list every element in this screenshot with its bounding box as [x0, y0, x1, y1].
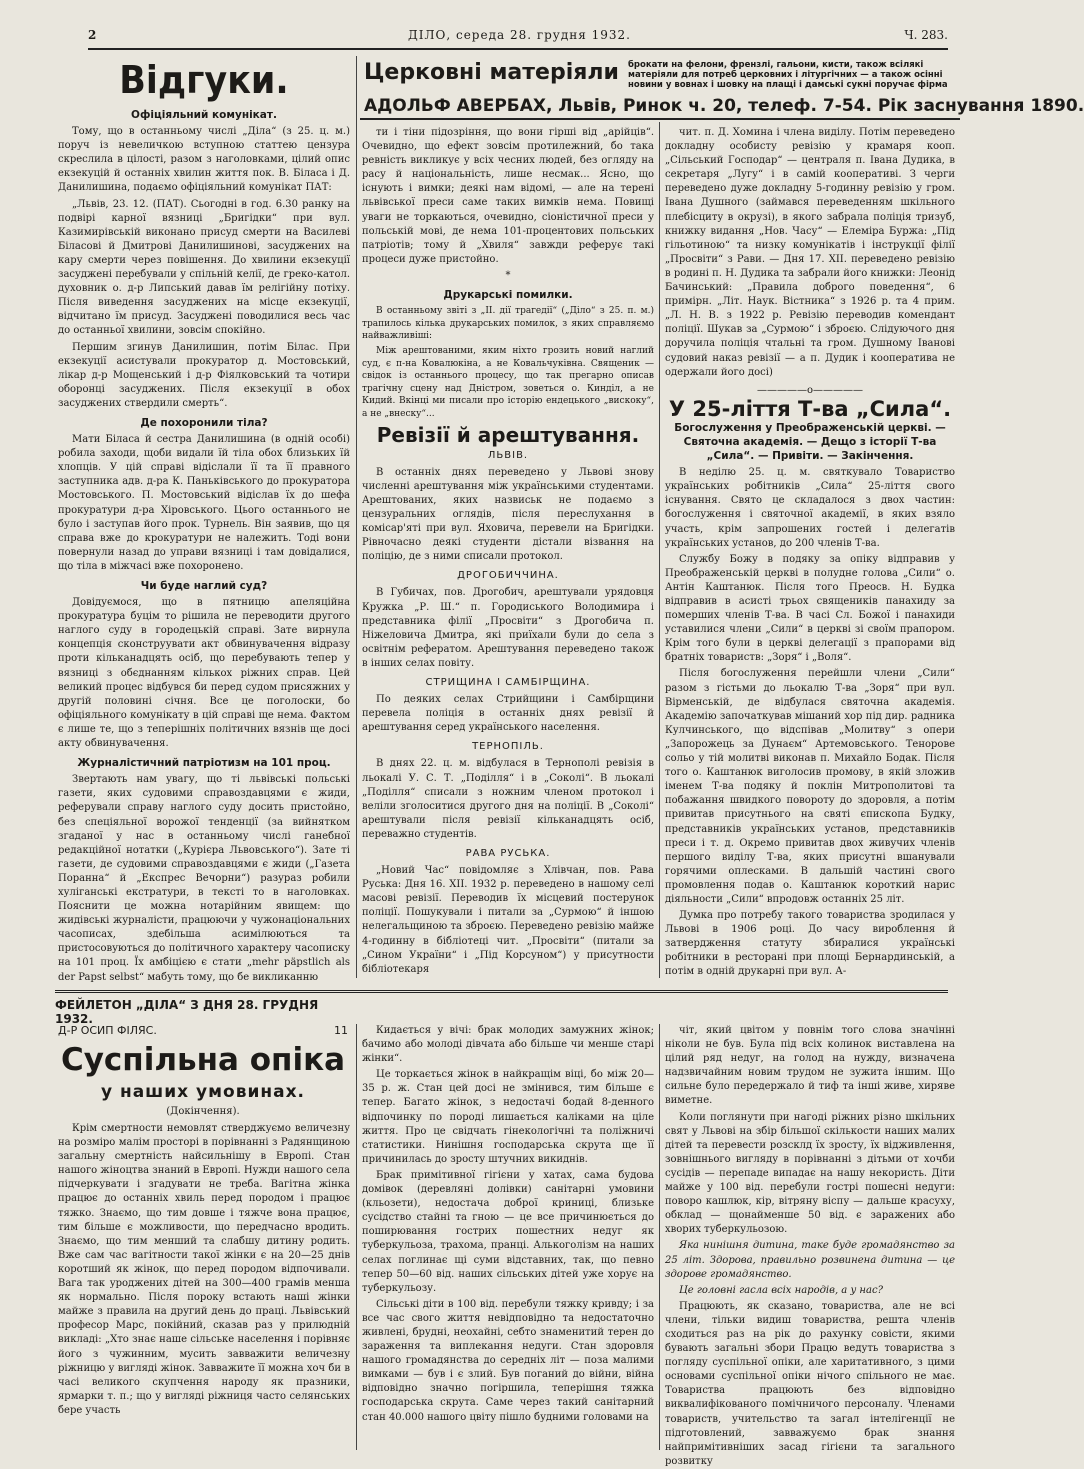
page-header	[88, 28, 948, 48]
subheading: Чи буде наглий суд?	[140, 580, 268, 592]
feuilleton-author-line	[58, 1024, 348, 1037]
ad-firm: АДОЛЬФ АВЕРБАХ, Львів, Ринок ч. 20, телеф. 7-54. Рік заснування 1890.	[364, 96, 1084, 116]
paragraph: Брак примітивної гігієни у хатах, сама будова домівок (деревляні долівки) санітарні умовини (кльозети), недостача доброї криниці, близьке сусідство стайні та гною — це все причинюється до поширювання гострих пошестних недуг як туберкульоза, трахома, пранці. Алькоголізм на наших селах поглинає щі суми відставних, так, що певно тепер 50—60 від. наших сільських дітей уже хорує на туберкульозу.	[362, 1169, 654, 1294]
paragraph: чит. п. Д. Хомина і члена виділу. Потім переведено докладну особисту ревізію у крамаря кооп. „Сільський Господар“ — централя п. Івана Дудика, в секретаря „Лугу“ і в самій кооперативі. З черги переведено дуже докладну 5-годинну ревізію у гром. Івана Душного (займався переведенням шкільного плебісциту в окрузі), в якого забрала поліція тризуб, книжку видання „Нов. Часу“ — Елеміра Буржа: „Під гільотиною“ та низку комунікатів і інструкції філії „Просвіти“ з Рави. — Дня 17. XII. переведено ревізію в родині п. Н. Дудика та забрали його книжки: Леонід Бачинський: „Правила доброго поведення“, 6 примірн. „Літ. Наук. Вістника“ з 1926 р. та 4 прим. „Л. Н. В. з 1922 р. Ревізію переводив комендант поліції. Шукав за „Сурмою“ і зброєю. Слідуючого дня доручила поліція чтальні та гром. Душному Іванові судовий наказ ревізії — а п. Дудик і кооператива не одержали його досі)	[665, 127, 955, 378]
paragraph: чіт, який цвітом у повнім того слова значінні ніколи не був. Була під всіх колинок виставлена на цілий ряд недуг, на голод на нужду, визначена надзвичайним новим трудом не зужита іншим. Що сильне було передержало й тиф та інші живе, хиряве виметне.	[665, 1025, 955, 1107]
divider: —————o—————	[756, 384, 864, 396]
feuilleton-rule	[55, 990, 948, 993]
column-rule	[356, 56, 357, 978]
subheading: Де похоронили тіла?	[140, 416, 268, 429]
author-name: Д-Р ОСИП ФІЛЯС.	[58, 1024, 157, 1037]
paragraph: Мати Біласа й сестра Данилишина (в одній особі) робила заходи, щоби видали їй тіла обох близьких їй хлопців. У цій справі відіслали її та її правного заступника адв. д-ра К. Паньківського до прокуратора Мостовського. П. Мостовський відіслав їх до шефа прокуратури д-ра Хіровського. Цього останнього не було і заступав його прок. Турнель. Він заявив, що ця справа вже до крокуратури не належить. Тоді вони повернули назад до управи вязниці і там довідалися, що тіла в міжчасі вже похоронено.	[58, 434, 350, 572]
column-sila	[665, 126, 955, 978]
church-materials-ad	[360, 56, 1084, 120]
column-revisions	[362, 126, 654, 978]
paragraph: ти і тіни підозріння, що вони гірші від „арійців“. Очевидно, що ефект зовсім протилежний, бо така ревність викликує у всіх чесних людей, без огляду на расу й національність, лише несмак... Ясно, що існують і вимки; деякі нам відомі, — але на терені львівської преси саме таких вимків нема. Повищі уваги не торкаються, очевидно, сіоністичної преси у польській мові, де нема 101-процентових польських патріотів; тому й „Хвиля“ завжди реферує такі процеси дуже пристойно.	[362, 127, 654, 265]
subheading: Офіціяльний комунікат.	[131, 109, 277, 121]
subheading: Друкарські помилки.	[443, 289, 573, 302]
installment-number: 11	[334, 1024, 348, 1037]
column-rule	[659, 1024, 660, 1450]
subheading: Журналістичний патріотизм на 101 проц.	[77, 757, 331, 770]
column-rule	[356, 1024, 357, 1450]
paragraph: Тому, що в останньому числі „Діла“ (з 25. ц. м.) поруч із невеличкою вступною статтею цензура скреслила в цілості, разом з наголовками, цілий опис екзекуцій й останніх хвилин життя пок. В. Біласа і Д. Данилишина, подаємо офіціяльний комунікат ПАТ:	[58, 126, 350, 194]
paragraph: Між арештованими, яким ніхто грозить новий наглий суд, є п-на Ковалюкіна, а не Ковальчуківна. Священик — свідок із останнього процесу, що так прегарно описав трагічну сцену над Дністром, зоветься о. Кинділ, а не Кидий. Вкінці ми писали про історію ендецького „виcкоку“, а не „внеску“...	[362, 345, 654, 419]
paragraph: Кидається у вічі: брак молодих замужних жінок; бачимо або молоді дівчата або більше чи менше старі жінки“.	[362, 1025, 654, 1065]
paragraph: В останньому звіті з „ІІ. дії трагедії“ („Діло“ з 25. п. м.) трапилось кілька друкарських помилок, з яких справляємо найважливіші:	[362, 306, 654, 342]
paragraph: В неділю 25. ц. м. святкувало Товариство українських робітників „Сила“ 25-ліття свого існування. Свято це складалося з двох частин: богослуження і святочної академії, в яких взяло участь, крім запрошених гостей і делегатів українських установ, до 200 членів Т-ва.	[665, 467, 955, 549]
paragraph: „Львів, 23. 12. (ПАТ). Сьогодні в год. 6.30 ранку на подвірі карної вязниці „Бригідки“ при вул. Казимирівській виконано присуд смерти на Василеві Біласові й Дмитрові Данилишинові, засуджених на кару смерти через повішення. До хвилини екзекуції засуджені перебували у спільній келії, де греко-катол. духовник о. д-р Липський давав їм релігійну потіху. Після виведення засуджених на місце екзекуції, відчитано їм присуд. Засуджені поводилися весь час до останньої хвилини, зовсім спокійно.	[58, 198, 350, 337]
paragraph: Першим згинув Данилишин, потім Білас. При екзекуції асистували прокуратор д. Мостовський, лікар д-р Мощенський і д-р Фіялковський та чотири оборонці засуджених. Після екзекуції в обох засуджених ствердили смерть“.	[58, 341, 350, 409]
ad-description: брокати на фелони, френзлі, гальони, кисти, також всілякі матеріяли для потреб церковних і літургічних — а також осінні новини у вовнах і шовку на плащі і дамські сукні поручає фірма	[628, 60, 948, 90]
paragraph: Коли поглянути при нагоді ріжних різно шкільних свят у Львові на збір більшої скількости наших малих дітей та перевести розсклд їх зросту, їх відживлення, зовнішнього вигляду в порівнанні з дітьми от хочби сусідів — перепаде випадає на нашу некористь. Діти майже у 100 від. перебули гострі пошесні недуги: поворо кашлюк, кір, вітряну віспу — дальше красуху, обклад — щонайменше 50 від. є заражених або хворих туберкульозою.	[665, 1111, 955, 1236]
sila-title: У 25-ліття Т-ва „Сила“.	[668, 396, 952, 421]
paragraph: „Новий Час“ повідомляє з Хлівчан, пов. Рава Руська: Дня 16. XII. 1932 р. переведено в нашому селі масові ревізії. Переводив їх місцевий постерунок поліції. Пошукували і питали за „Сурмою“ й іншою нелегальщиною та зброєю. Переведено ревізію майже 4-годинну в бібліотеці чит. „Просвіти“ (питали за „Сином України“ і „Під Корсуном“) у присутности бібліотекаря	[362, 865, 654, 975]
subheading: Богослуження у Преображенській церкві. — Святочна академія. — Дещо з історії Т-ва „Сила“. — Привіти. — Закінчення.	[674, 421, 946, 463]
location-heading: СТРИЩИНА І САМБІРЩИНА.	[425, 676, 591, 688]
paragraph: Це торкається жінок в найкращім віці, бо між 20—35 р. ж. Стан цей досі не змінився, тим більше є тепер. Багато жінок, з недостачі бодай 8-денного відпочинку по породі лишається каліками на ціле життя. Про це свідчать гінекологічні та поліжничі статистики. Нинішня господарська скрута ще її причинилась до зросту штучних викиднів.	[362, 1069, 654, 1165]
paragraph: Крім смертности немовлят стверджуємо величезну на розміро малім просторі в порівнанні з Радянщиною загальну смертність найсильнішу в Европі. Стан нашого жіноцтва знаний в Европі. Нужди нашого села підчеркувати і згадувати не треба. Вагітна жінка працює до останніх хвиль перед породом і працює тяжко. Знаємо, що тим довше і тяжче вона працює, тим більше є можливости, що передчасно вродить. Знаємо, що тим менший та слабшу дитину родить. Вже сам час вагітности такої жінки є на 20—25 днів коротший як жінок, що перед породом відпочивали. Вага так уроджених дітей на 300—400 грамів менша як нормально. Після пороку встають наші жінки майже з правила на другий день до праці. Львівський професор Марс, покійний, сказав раз у прилюдній викладі: „Хто знає наше сільське населення і порівняє його з чужинним, мусить завважити величезну ріжницю у вигляді жінок. Завважите її можна хоч би в часі великого скупчення народу як празники, ярмарки т. п.; що у вигляді ріжниця часто селянських бере участь	[58, 1123, 350, 1416]
page-number: 2	[88, 28, 97, 42]
header-rule	[88, 48, 948, 50]
paragraph: В днях 22. ц. м. відбулася в Тернополі ревізія в льокалі У. С. Т. „Поділля“ і в „Соколі“. В льокалі „Поділля“ списали з ножним членом протокол і веліли зголоситися другого дня на поліції. В „Соколі“ арештували після ревізії кільканадцять осіб, переважно студентів.	[362, 758, 654, 840]
paragraph: Сільські діти в 100 від. перебули тяжку кривду; і за все час свого життя невідповідно та недостаточно живлені, брудні, неохайні, себто знаменитий терен до зараження та виплекання недуги. Стан здоровля нашого громадянства до середніх літ — поза малими вимками — був і є злий. Був поганий до війни, війна відповідно значно погіршила, теперішня тяжка господарська скрута. Саме через такий санітарний стан 40.000 нашого цвіту пішло будними головами на	[362, 1298, 654, 1423]
vidguky-title: Відгуки.	[119, 58, 289, 102]
feuilleton-col3	[665, 1024, 955, 1467]
location-heading: ЛЬВІВ.	[487, 449, 529, 461]
paragraph: Довідуємося, що в пятницю апеляційна прокуратура буцім то рішила не переводити другого наглого суду в городецькій справі. Зате вирнула концепція сконструувати акт обвинувачення відразу проти кільканадцять осіб, що перебувають тепер у вязниці з обєднанням кількох ріжних справ. Цей великий процес відбувся би перед судом присяжних у другій половині січня. Все це поголоски, бо офіціяльного комунікату в цій справі ще нема. Фактом є лише те, що з теперішніх політичних вязнів ще досі акту обвинувачення.	[58, 597, 350, 750]
paragraph: Працюють, як сказано, товариства, але не всі члени, тільки видиш товариства, решта членів сходиться раз на рік до рахунку совісти, якими бувають загальні збори Працю ведуть товариства з погляду суспільної опіки, але харитативного, з цими основами суспільної опіки нічого спільного не має. Товариства працюють без відповідно виквалифікованого помічничого персоналу. Членами товариств, учительство та загал інтелігенції не підготовлений, завважуємо брак знання найпримітивніших засад гігієни та загального розвитку	[665, 1300, 955, 1467]
paragraph: В Губичах, пов. Дрогобич, арештували урядовця Кружка „Р. Ш.“ п. Городиського Володимира і представника філії „Просвіти“ з Дрогобича п. Ніжеловича Дмитра, які приїхали були до села з освітнім рефератом. Арештування переведено також в інших селах повіту.	[362, 587, 654, 669]
paragraph: Після богослуження перейшли члени „Сили“ разом з гістьми до льокалю Т-ва „Зоря“ при вул. Вірменській, де відбулася святочна академія. Академію започаткував мішаний хор під дир. радника Кулчинського, що відспівав „Молитву“ з опери „Запорожець за Дунаєм“ Артемовського. Тенорове сольо у тій молитві виконав п. Михайло Бодак. Після того о. Каштанюк виголосив промову, в якій зложив іменем Т-ва подяку й поклін Митрополитові та побажання швидкого повороту до здоровля, а потім привитав присутнього на святі єпископа Будку, представників українських установ, представників преси і т. д. Окремо привитав двох живучих членів першого виділу Т-ва, яких присутні вшанували горячими оплесками. В дальшій частині свого промовлення подав о. Каштанюк короткий нарис діяльности „Сили“ впродовж останніх 25 літ.	[665, 668, 955, 905]
paragraph: В останніх днях переведено у Львові знову численні арештування між українськими студентами. Арештованих, яких назвиськ не подаємо з цензуральних оглядів, після переслухання в комісар'яті при вул. Яховича, перевели на Бригідки. Рівночасно деякі студенти дістали візвання на поліцію, де з ними списали протокол.	[362, 466, 654, 563]
paragraph: Службу Божу в подяку за опіку відправив у Преображенській церкві в полудне голова „Сили“ о. Антін Каштанюк. Після того Преосв. Н. Будка відправив в асисті трьох священиків панахиду за померших членів Т-ва. В часі Сл. Божої і панахиди уставилися члени „Сили“ в церкві зі своїм прапором. Крім того були в церкві делегації з прапорами від братніх товариств: „Зоря“ і „Воля“.	[665, 553, 955, 664]
column-vidguky	[58, 58, 350, 983]
feuilleton-col1	[58, 1122, 350, 1450]
feuilleton-label: ФЕЙЛЕТОН „ДІЛА“ З ДНЯ 28. ГРУДНЯ 1932.	[55, 998, 319, 1026]
paragraph: Думка про потребу такого товариства зродилася у Львові в 1906 році. До часу вироблення й затвердження статуту збиралися українські робітники в ресторані при площі Бернардинській, а потім в одній друкарні при вул. А-	[665, 910, 955, 978]
paragraph: Яка нинішня дитина, таке буде громадянство за 25 літ. Здорова, правильно розвинена дитина — це здорове громадянство.	[665, 1240, 955, 1280]
feuilleton-col2	[362, 1024, 654, 1450]
masthead: ДІЛО, середа 28. грудня 1932.	[408, 28, 631, 42]
location-heading: ТЕРНОПІЛЬ.	[472, 741, 544, 753]
issue-number: Ч. 283.	[904, 28, 948, 42]
feuilleton-subtitle: у наших умовинах.	[100, 1082, 306, 1102]
paragraph: По деяких селах Стрийщини і Самбірщини перевела поліція в останніх днях ревізії й арештування серед українського населення.	[362, 694, 654, 734]
star-divider: *	[505, 269, 511, 281]
location-heading: ДРОГОБИЧЧИНА.	[457, 570, 559, 582]
column-rule	[659, 122, 660, 978]
paragraph: Це головні гасла всіх народів, а у нас?	[679, 1284, 883, 1296]
feuilleton-note: (Докінчення).	[166, 1106, 240, 1117]
location-heading: РАВА РУСЬКА.	[465, 848, 551, 859]
revisions-title: Ревізії й арештування.	[376, 423, 640, 448]
feuilleton-title: Суспільна опіка	[60, 1042, 346, 1078]
ad-title: Церковні матеріяли	[364, 60, 619, 85]
paragraph: Звертають нам увагу, що ті львівські польські газети, яких судовими справоздавцями є жиди, реферували справу наглого суду досить пристойно, без спеціяльної ворожої тенденції (за вийнятком згаданої у нас в останньому числі ганебної редакційної нотатки („Курієра Львовського“). Зате ті газети, де судовими справоздавцями є жиди („Газета Поранна“ й „Експрес Вечорни“) разураз робили хуліганські екстратури, в тексті то в наголовках. Пояснити це можна нотарійним явищем: що жидівські журналісти, працюючи у чужонаціональних часописах, здебільша асимілюються та пристосовуються до політичного характеру часописку на 101 проц. Їх амбіцією є стати „mehr päpstlich als der Papst selbst“ мабуть тому, що бе викликанню	[58, 774, 350, 983]
